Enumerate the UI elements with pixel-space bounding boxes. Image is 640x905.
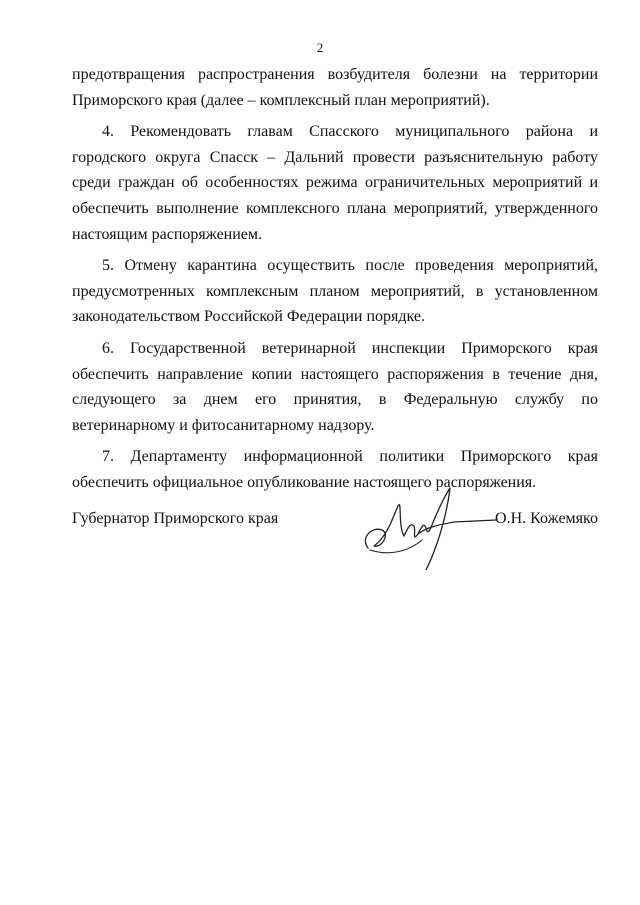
paragraph-item-5: 5. Отмену карантина осуществить после проведения мероприятий, предусмотренных комплексным планом мероприятий, в установленном законодательством Российской Федерации порядке. <box>72 257 598 326</box>
signature-block <box>72 486 598 576</box>
page-number: 2 <box>316 40 324 55</box>
paragraph-item-6: 6. Государственной ветеринарной инспекции Приморского края обеспечить направление копии настоящего распоряжения в течение дня, следующего за днем его принятия, в Федеральную службу по ветеринарному и фитосанитарному надзору. <box>72 339 598 434</box>
paragraph-item-4: 4. Рекомендовать главам Спасского муниципального района и городского округа Спасск – Дальний провести разъяснительную работу среди граждан об особенностях режима ограничительных мероприятий и обеспечить выполнение комплексного плана мероприятий, утвержденного настоящим распоряжением. <box>72 123 598 243</box>
paragraph-item-7: 7. Департаменту информационной политики Приморского края обеспечить официальное опубликование настоящего распоряжения. <box>72 448 598 491</box>
signatory-name: О.Н. Кожемяко <box>495 510 598 527</box>
handwritten-signature <box>358 486 498 570</box>
signatory-title: Губернатор Приморского края <box>72 510 279 527</box>
paragraph-continuation: предотвращения распространения возбудителя болезни на территории Приморского края (далее – комплексный план мероприятий). <box>72 66 598 109</box>
document-body <box>72 62 598 502</box>
